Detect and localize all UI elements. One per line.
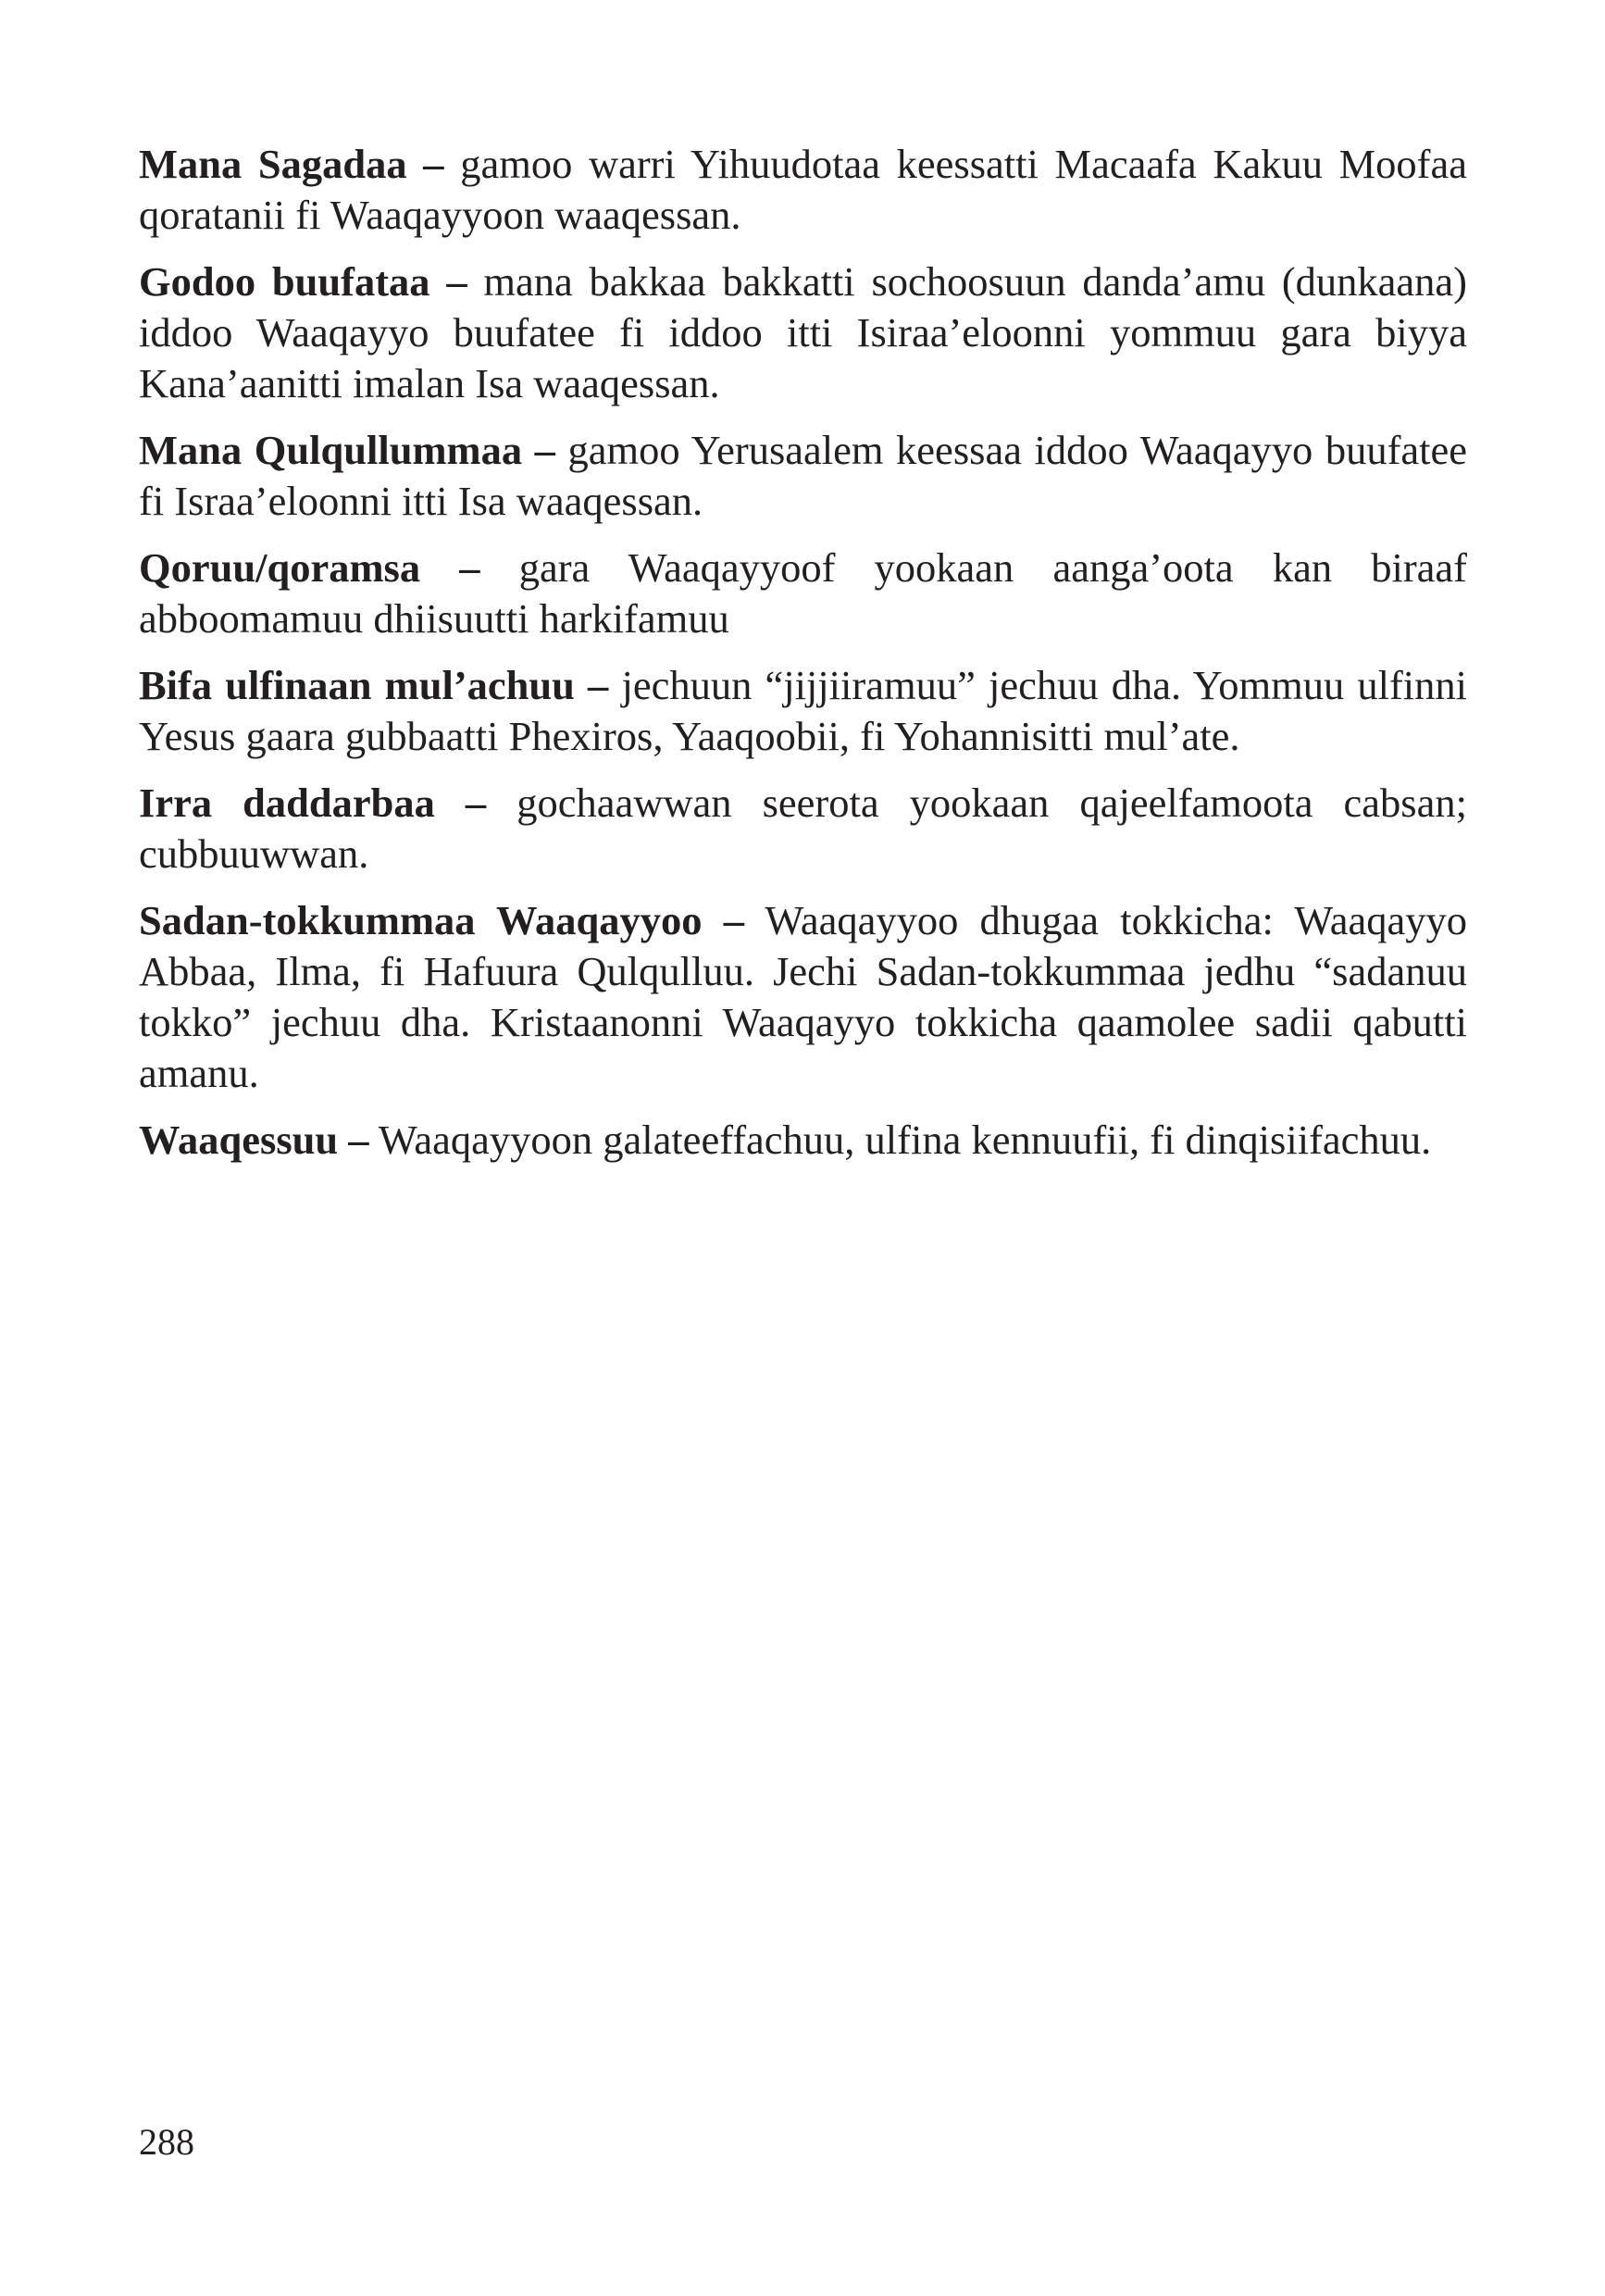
glossary-entry-bifa-ulfinaan <box>139 660 1467 762</box>
glossary-definition: gochaawwan seerota yookaan qajeelfamoota cabsan; cubbuuwwan. <box>139 780 1467 877</box>
glossary-definition: Waaqayyoo dhugaa tokkicha: Waaqayyo Abbaa, Ilma, fi Hafuura Qulqulluu. Jechi Sadan-tokkummaa jedhu “sadanuu tokko” jechuu dha. Kristaanonni Waaqayyo tokkicha qaamolee sadii qabutti amanu. <box>139 897 1467 1096</box>
glossary-term: Godoo buufataa – <box>139 258 467 305</box>
glossary-term: Irra daddarbaa – <box>139 780 487 826</box>
page-number: 288 <box>139 2121 194 2163</box>
glossary-term: Bifa ulfinaan mul’achuu – <box>139 662 609 708</box>
glossary-term: Qoruu/qoramsa – <box>139 544 480 591</box>
glossary-term: Sadan-tokkummaa Waaqayyoo – <box>139 897 744 943</box>
glossary-list <box>139 139 1467 1181</box>
glossary-definition: gara Waaqayyoof yookaan aanga’oota kan biraaf abboomamuu dhiisuutti harkifamuu <box>139 544 1467 642</box>
glossary-entry-mana-sagadaa <box>139 139 1467 241</box>
glossary-definition: mana bakkaa bakkatti sochoosuun danda’amu (dunkaana) iddoo Waaqayyo buufatee fi iddoo itti Isiraa’eloonni yommuu gara biyya Kana’aanitti imalan Isa waaqessan. <box>139 258 1467 406</box>
glossary-entry-godoo-buufataa <box>139 256 1467 409</box>
glossary-entry-irra-daddarbaa <box>139 778 1467 880</box>
glossary-term: Mana Qulqullummaa – <box>139 427 555 473</box>
glossary-entry-qoruu <box>139 543 1467 644</box>
glossary-term: Waaqessuu – <box>139 1117 369 1163</box>
glossary-definition: gamoo warri Yihuudotaa keessatti Macaafa Kakuu Moofaa qoratanii fi Waaqayyoon waaqessan. <box>139 141 1468 238</box>
glossary-entry-mana-qulqullummaa <box>139 425 1467 527</box>
glossary-entry-sadan-tokkummaa <box>139 895 1467 1099</box>
glossary-definition: jechuun “jijjiiramuu” jechuu dha. Yommuu ulfinni Yesus gaara gubbaatti Phexiros, Yaaqoobii, fi Yohannisitti mul’ate. <box>139 662 1468 759</box>
glossary-definition: Waaqayyoon galateeffachuu, ulfina kennuufii, fi dinqisiifachuu. <box>378 1117 1432 1163</box>
glossary-entry-waaqessuu <box>139 1115 1467 1166</box>
glossary-term: Mana Sagadaa – <box>139 141 444 187</box>
glossary-definition: gamoo Yerusaalem keessaa iddoo Waaqayyo buufatee fi Israa’eloonni itti Isa waaqessan. <box>139 427 1468 524</box>
